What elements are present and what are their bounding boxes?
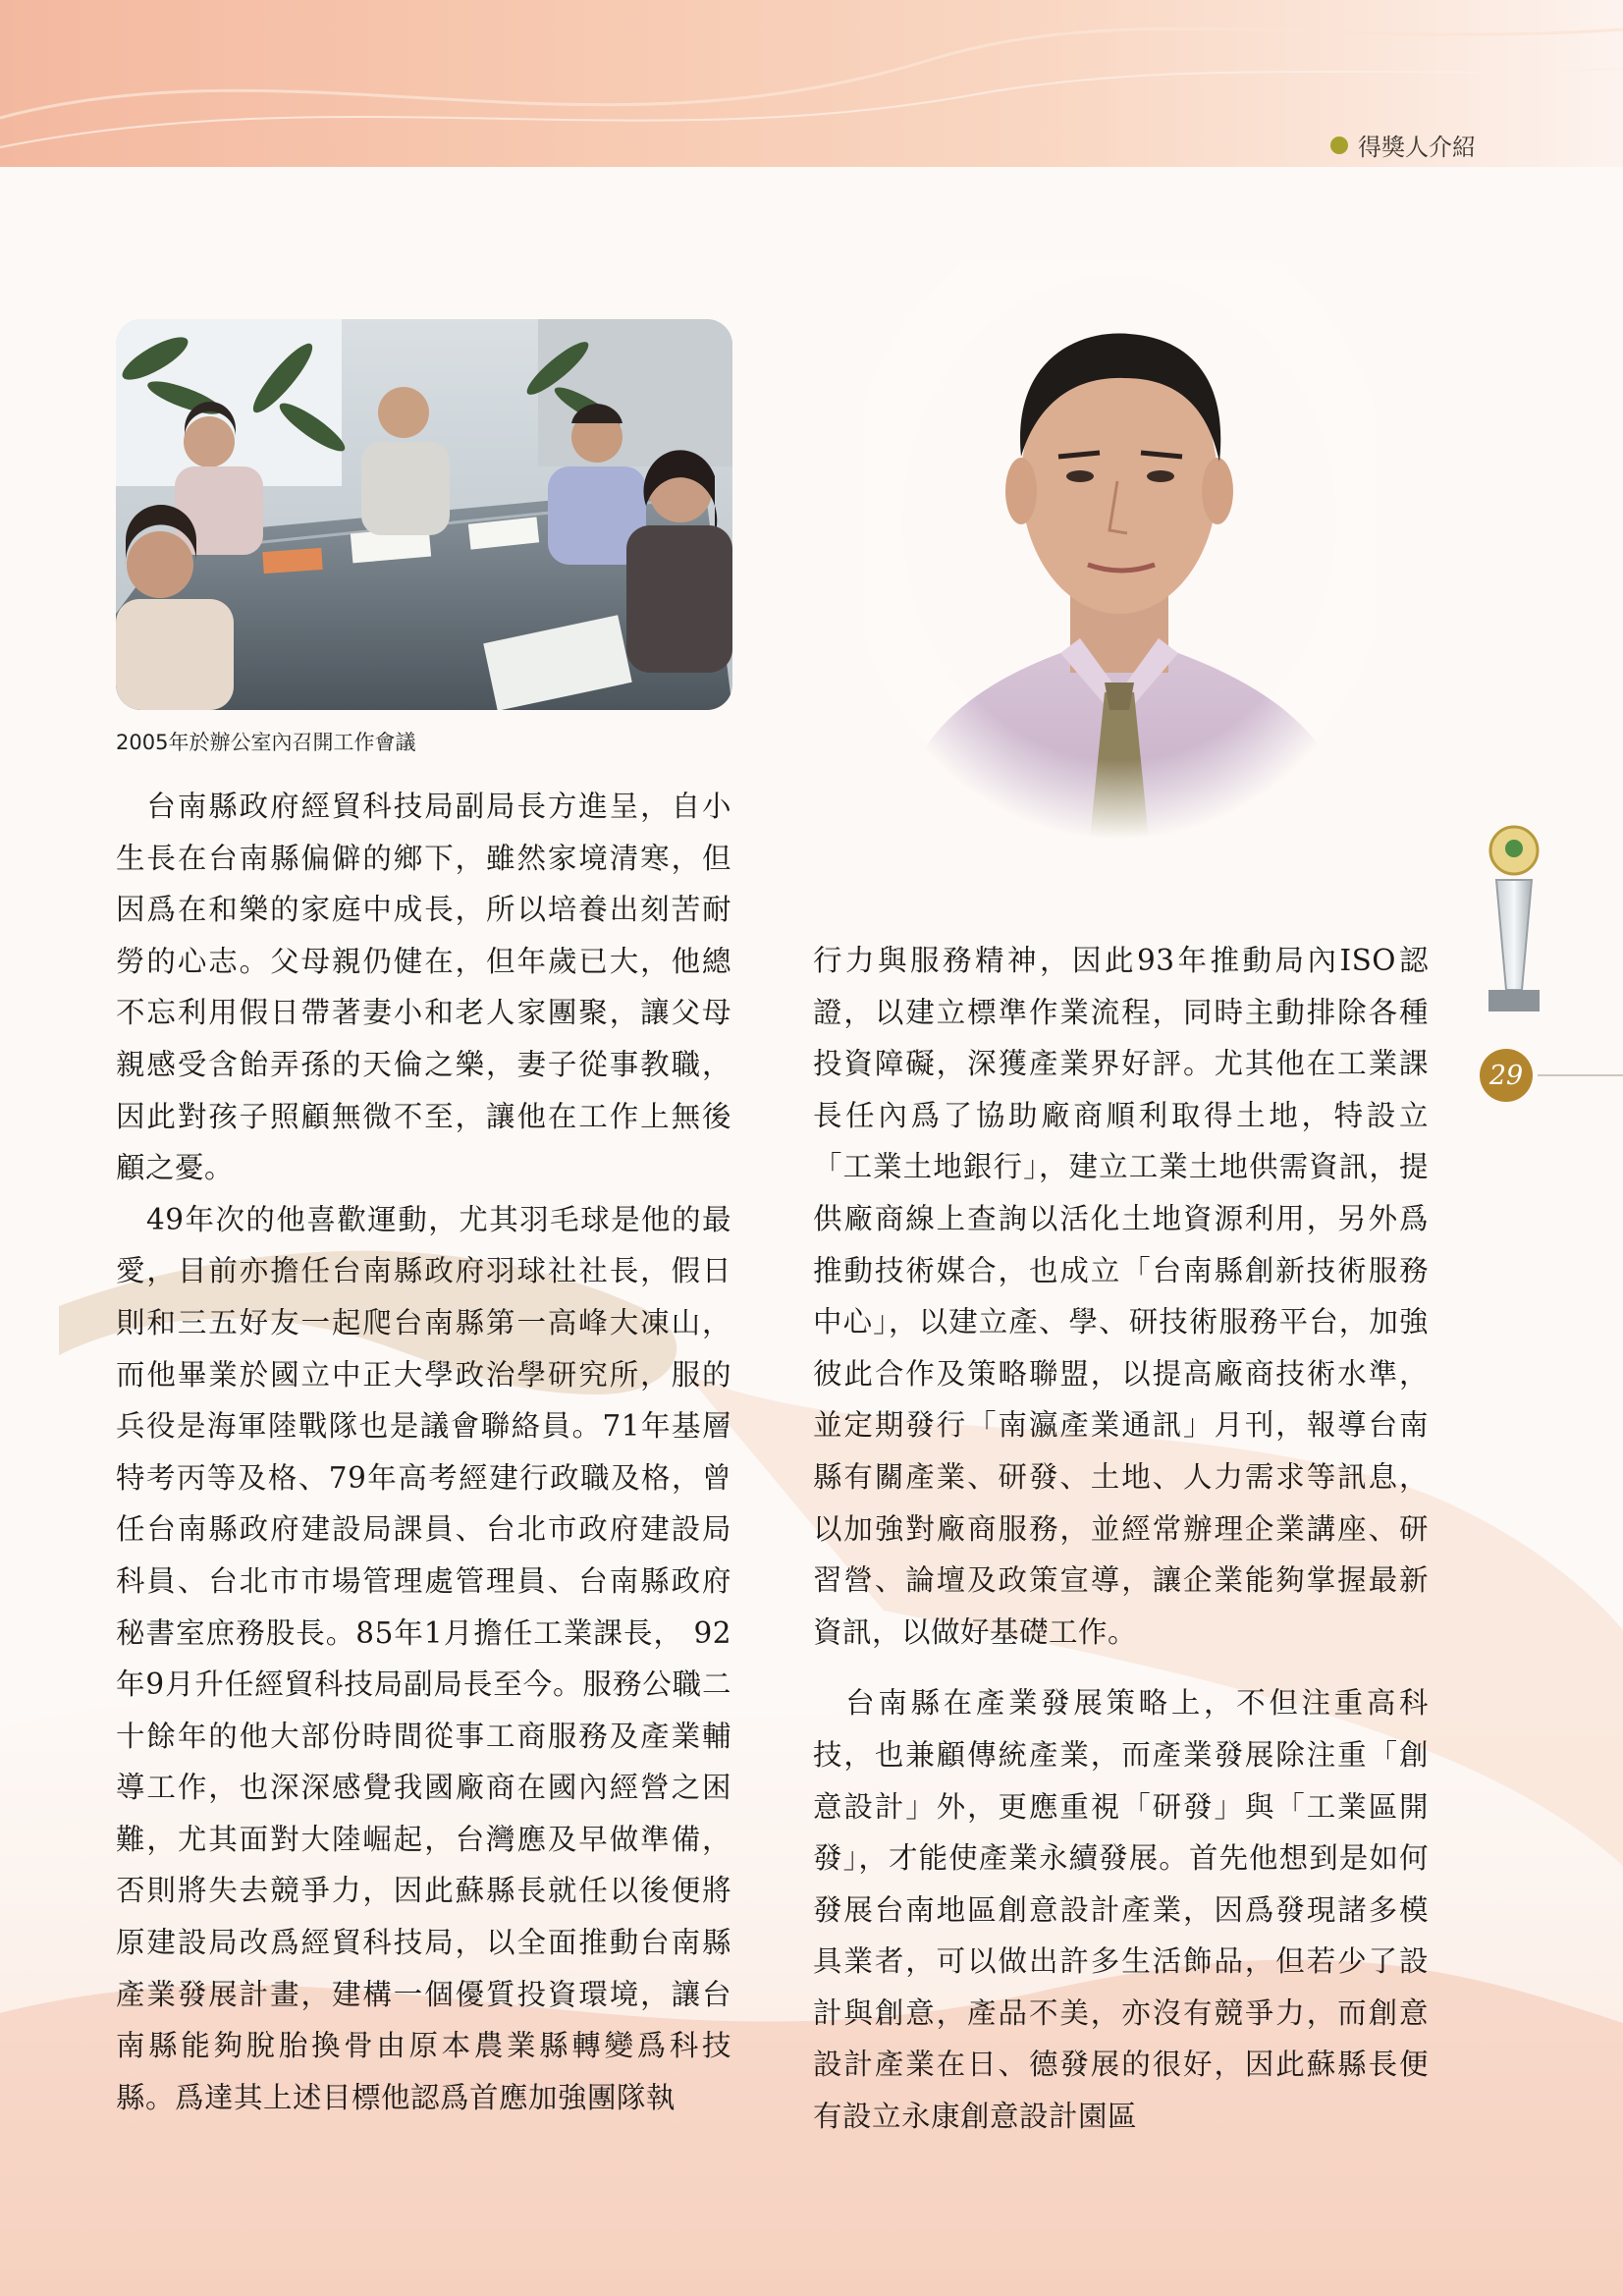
photo-caption: 2005年於辦公室內召開工作會議 [116, 731, 416, 754]
portrait-photo [864, 260, 1375, 840]
article-paragraph: 行力與服務精神，因此93年推動局內ISO認證，以建立標準作業流程，同時主動排除各種投資障礙，深獲產業界好評。尤其他在工業課長任內爲了協助廠商順利取得土地，特設立「工業土地銀行」，建立工業土地供需資訊，提供廠商線上查詢以活化土地資源利用，另外爲推動技術媒合，也成立「台南縣創新技術服務中心」，以建立產、學、研技術服務平台，加強彼此合作及策略聯盟，以提高廠商技術水準，並定期發行「南瀛產業通訊」月刊，報導台南縣有關產業、研發、土地、人力需求等訊息，以加強對廠商服務，並經常辦理企業講座、研習營、論壇及政策宣導，讓企業能夠掌握最新資訊，以做好基礎工作。 [813, 944, 1429, 1649]
page-number: 29 [1480, 1049, 1533, 1102]
article-paragraph: 台南縣政府經貿科技局副局長方進呈，自小生長在台南縣偏僻的鄉下，雖然家境清寒，但因爲在和樂的家庭中成長，所以培養出刻苦耐勞的心志。父母親仍健在，但年歲已大，他總不忘利用假日帶著妻小和老人家團聚，讓父母親感受含飴弄孫的天倫之樂，妻子從事教職，因此對孩子照顧無微不至，讓他在工作上無後顧之憂。 [116, 790, 731, 1185]
olive-dot-icon [1330, 137, 1348, 154]
article-left-column [116, 781, 731, 2123]
article-right-column [813, 935, 1429, 2143]
article-paragraph: 台南縣在產業發展策略上，不但注重高科技，也兼顧傳統產業，而產業發展除注重「創意設計」外，更應重視「研發」與「工業區開發」，才能使產業永續發展。首先他想到是如何發展台南地區創意設計產業，因爲發現諸多模具業者，可以做出許多生活飾品，但若少了設計與創意，產品不美，亦沒有競爭力，而創意設計產業在日、德發展的很好，因此蘇縣長便有設立永康創意設計園區 [813, 1686, 1429, 2134]
trophy-icon [1475, 823, 1553, 1019]
meeting-photo [116, 319, 732, 710]
article-paragraph: 49年次的他喜歡運動，尤其羽毛球是他的最愛，目前亦擔任台南縣政府羽球社社長，假日則和三五好友一起爬台南縣第一高峰大凍山，而他畢業於國立中正大學政治學研究所，服的兵役是海軍陸戰隊也是議會聯絡員。71年基層特考丙等及格、79年高考經建行政職及格，曾任台南縣政府建設局課員、台北市政府建設局科員、台北市市場管理處管理員、台南縣政府秘書室庶務股長。85年1月擔任工業課長， 92年9月升任經貿科技局副局長至今。服務公職二十餘年的他大部份時間從事工商服務及產業輔導工作，也深深感覺我國廠商在國內經營之困難，尤其面對大陸崛起，台灣應及早做準備，否則將失去競爭力，因此蘇縣長就任以後便將原建設局改爲經貿科技局，以全面推動台南縣產業發展計畫，建構一個優質投資環境，讓台南縣能夠脫胎換骨由原本農業縣轉變爲科技縣。爲達其上述目標他認爲首應加強團隊執 [116, 1202, 731, 2114]
section-label [1330, 128, 1476, 162]
page-number-rule [1538, 1074, 1623, 1076]
section-label-text: 得獎人介紹 [1358, 134, 1476, 161]
